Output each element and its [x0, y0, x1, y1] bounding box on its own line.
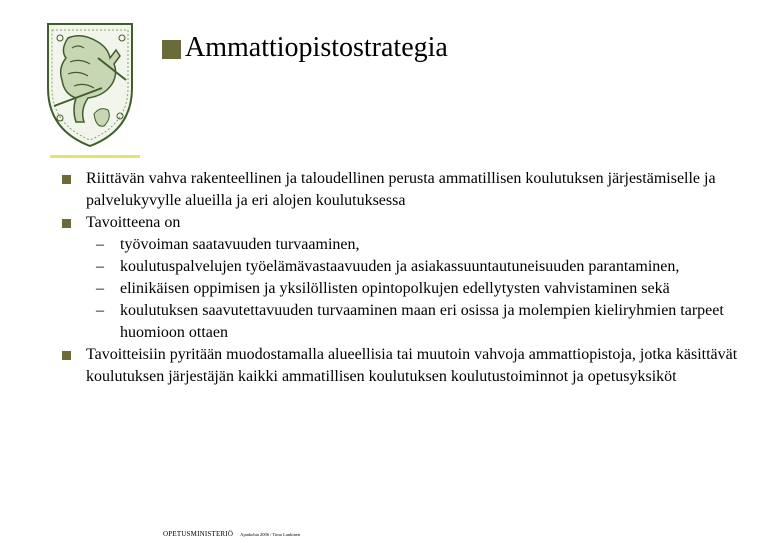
footer-meta: Ajankohta 2006 / Timo Lankinen: [240, 532, 301, 537]
bullet-item: [62, 212, 762, 234]
square-bullet-icon: [62, 351, 71, 360]
dash-bullet: –: [96, 280, 104, 297]
sub-item-text: elinikäisen oppimisen ja yksilöllisten opintopolkujen edellytysten vahvistaminen sekä: [120, 280, 670, 297]
sub-item: [86, 300, 762, 344]
sub-item: [86, 234, 762, 256]
logo-underline: [50, 155, 140, 158]
bullet-text: Tavoitteena on: [86, 214, 181, 231]
sub-item: [86, 278, 762, 300]
title-bullet-square-icon: [162, 40, 181, 59]
slide-title: Ammattiopistostrategia: [185, 32, 448, 63]
bullet-item: [62, 344, 762, 388]
sub-item-text: koulutuspalvelujen työelämävastaavuuden ja asiakassuuntautuneisuuden parantaminen,: [120, 258, 680, 275]
sub-item: [86, 256, 762, 278]
dash-bullet: –: [96, 258, 104, 275]
title-area: [162, 28, 448, 68]
footer-organization: OPETUSMINISTERIÖ: [163, 530, 234, 538]
bullet-text: Tavoitteisiin pyritään muodostamalla alueellisia tai muutoin vahvoja ammattiopistoja, jotka käsittävät koulutuksen järjestäjän kaikki ammatillisen koulutuksen koulutustoiminnot ja opetusyksiköt: [86, 346, 738, 385]
slide-footer: [163, 527, 300, 540]
slide-content: [62, 168, 762, 388]
bullet-text: Riittävän vahva rakenteellinen ja taloudellinen perusta ammatillisen koulutuksen järjestämiselle ja palvelukyvylle alueilla ja eri alojen koulutuksessa: [86, 170, 716, 209]
dash-bullet: –: [96, 236, 104, 253]
square-bullet-icon: [62, 219, 71, 228]
bullet-item: [62, 168, 762, 212]
dash-bullet: –: [96, 302, 104, 319]
coat-of-arms-logo: [38, 18, 142, 152]
sub-item-text: työvoiman saatavuuden turvaaminen,: [120, 236, 360, 253]
square-bullet-icon: [62, 175, 71, 184]
sub-item-text: koulutuksen saavutettavuuden turvaaminen maan eri osissa ja molempien kieliryhmien tarpeet huomioon ottaen: [120, 302, 724, 341]
